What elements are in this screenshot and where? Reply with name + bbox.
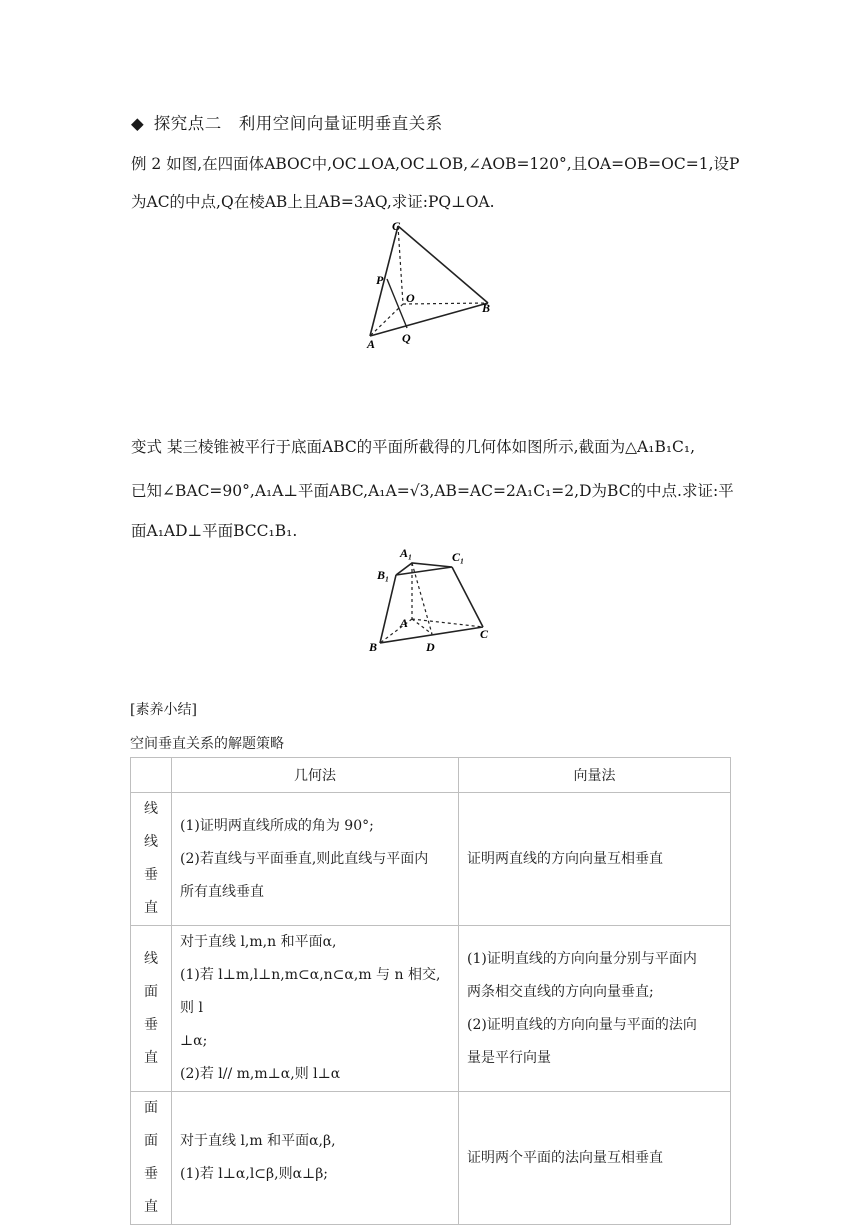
edge-AC — [412, 619, 483, 627]
row-type-line: 垂直 — [144, 867, 158, 916]
section-title: 探究点二 利用空间向量证明垂直关系 — [153, 114, 443, 133]
geometry-line: (1)证明两直线所成的角为 90°; — [180, 817, 374, 834]
table-row — [131, 793, 731, 926]
geometry-line: 所有直线垂直 — [180, 883, 264, 900]
row-type-line: 面面 — [144, 1100, 158, 1149]
geometry-line: (1)若 l⊥m,l⊥n,m⊂α,n⊂α,m 与 n 相交,则 l — [180, 967, 441, 1016]
row-type-line: 线面 — [144, 950, 158, 1000]
geometry-line: 对于直线 l,m 和平面α,β, — [180, 1133, 336, 1149]
vector-line: 量是平行向量 — [467, 1049, 551, 1066]
label-A: A — [400, 616, 409, 630]
edge-AB — [370, 301, 491, 336]
variant-line3: 面A₁AD⊥平面BCC₁B₁. — [131, 522, 298, 540]
variant-line2: 已知∠BAC=90°,A₁A⊥平面ABC,A₁A=√3,AB=AC=2A₁C₁=2,D为BC的中点.求证:平 — [131, 482, 734, 500]
header-cell-vector: 向量法 — [459, 758, 731, 793]
variant-label: 变式 — [131, 438, 163, 456]
row-type-line: 垂直 — [144, 1016, 158, 1066]
label-Q: Q — [402, 331, 411, 345]
strategy-table — [130, 757, 731, 1225]
variant-text-line1: 某三棱锥被平行于底面ABC的平面所截得的几何体如图所示,截面为△A₁B₁C₁, — [166, 438, 696, 456]
summary-subtitle: 空间垂直关系的解题策略 — [130, 736, 284, 752]
label-A: A — [367, 337, 376, 351]
row-type-cell — [131, 793, 172, 926]
vector-line: (1)证明直线的方向向量分别与平面内 — [467, 950, 697, 967]
vector-cell — [459, 1092, 731, 1225]
example2-line2: 为AC的中点,Q在棱AB上且AB=3AQ,求证:PQ⊥OA. — [131, 193, 495, 211]
table-row — [131, 926, 731, 1092]
table-header-row — [131, 758, 731, 793]
label-P: P — [376, 273, 384, 287]
header-cell-empty — [131, 758, 172, 793]
diamond-bullet-icon: ◆ — [131, 114, 144, 133]
label-B: B — [482, 301, 491, 315]
geometry-line: (1)若 l⊥α,l⊂β,则α⊥β; — [180, 1166, 329, 1182]
row-type-cell — [131, 1092, 172, 1225]
label-C: C — [480, 627, 489, 641]
top-face — [396, 563, 452, 575]
label-D: D — [426, 640, 435, 654]
geometry-cell — [172, 1092, 459, 1225]
edge-CA — [370, 226, 398, 336]
frustum-figure — [368, 543, 496, 658]
vector-line: 证明两直线的方向向量互相垂直 — [467, 850, 663, 867]
label-O: O — [406, 291, 415, 305]
edge-B1B — [380, 575, 396, 643]
row-type-cell — [131, 926, 172, 1092]
label-C1: C₁ — [452, 550, 465, 564]
table-row — [131, 1092, 731, 1225]
edge-OB — [403, 303, 488, 304]
variant-line1 — [131, 435, 695, 457]
header-cell-geometry: 几何法 — [172, 758, 459, 793]
vector-line: 两条相交直线的方向向量垂直; — [467, 983, 654, 1000]
example2-label: 例 2 — [131, 155, 162, 173]
edge-C1C — [452, 567, 483, 627]
label-B1: B₁ — [377, 568, 390, 582]
label-C: C — [392, 219, 401, 233]
geometry-line: (2)若直线与平面垂直,则此直线与平面内 — [180, 850, 429, 867]
label-B: B — [369, 640, 378, 654]
section-heading — [131, 110, 443, 134]
geometry-line: 对于直线 l,m,n 和平面α, — [180, 934, 337, 950]
example2-text-line1: 如图,在四面体ABOC中,OC⊥OA,OC⊥OB,∠AOB=120°,且OA=OB=OC=1,设P — [166, 155, 740, 173]
geometry-line: ⊥α; — [180, 1033, 208, 1049]
vector-cell — [459, 926, 731, 1092]
example2-line1 — [131, 152, 739, 174]
vector-line: 证明两个平面的法向量互相垂直 — [467, 1149, 663, 1166]
vector-cell — [459, 793, 731, 926]
summary-tag: [素养小结] — [130, 702, 197, 718]
tetrahedron-figure — [360, 218, 500, 353]
geometry-cell — [172, 926, 459, 1092]
edge-A1D — [412, 563, 432, 634]
row-type-line: 线线 — [144, 801, 158, 850]
row-type-line: 垂直 — [144, 1166, 158, 1215]
edge-CO — [398, 226, 403, 304]
label-A1: A₁ — [400, 546, 413, 560]
geometry-cell — [172, 793, 459, 926]
vector-line: (2)证明直线的方向向量与平面的法向 — [467, 1016, 697, 1033]
geometry-line: (2)若 l// m,m⊥α,则 l⊥α — [180, 1066, 341, 1082]
